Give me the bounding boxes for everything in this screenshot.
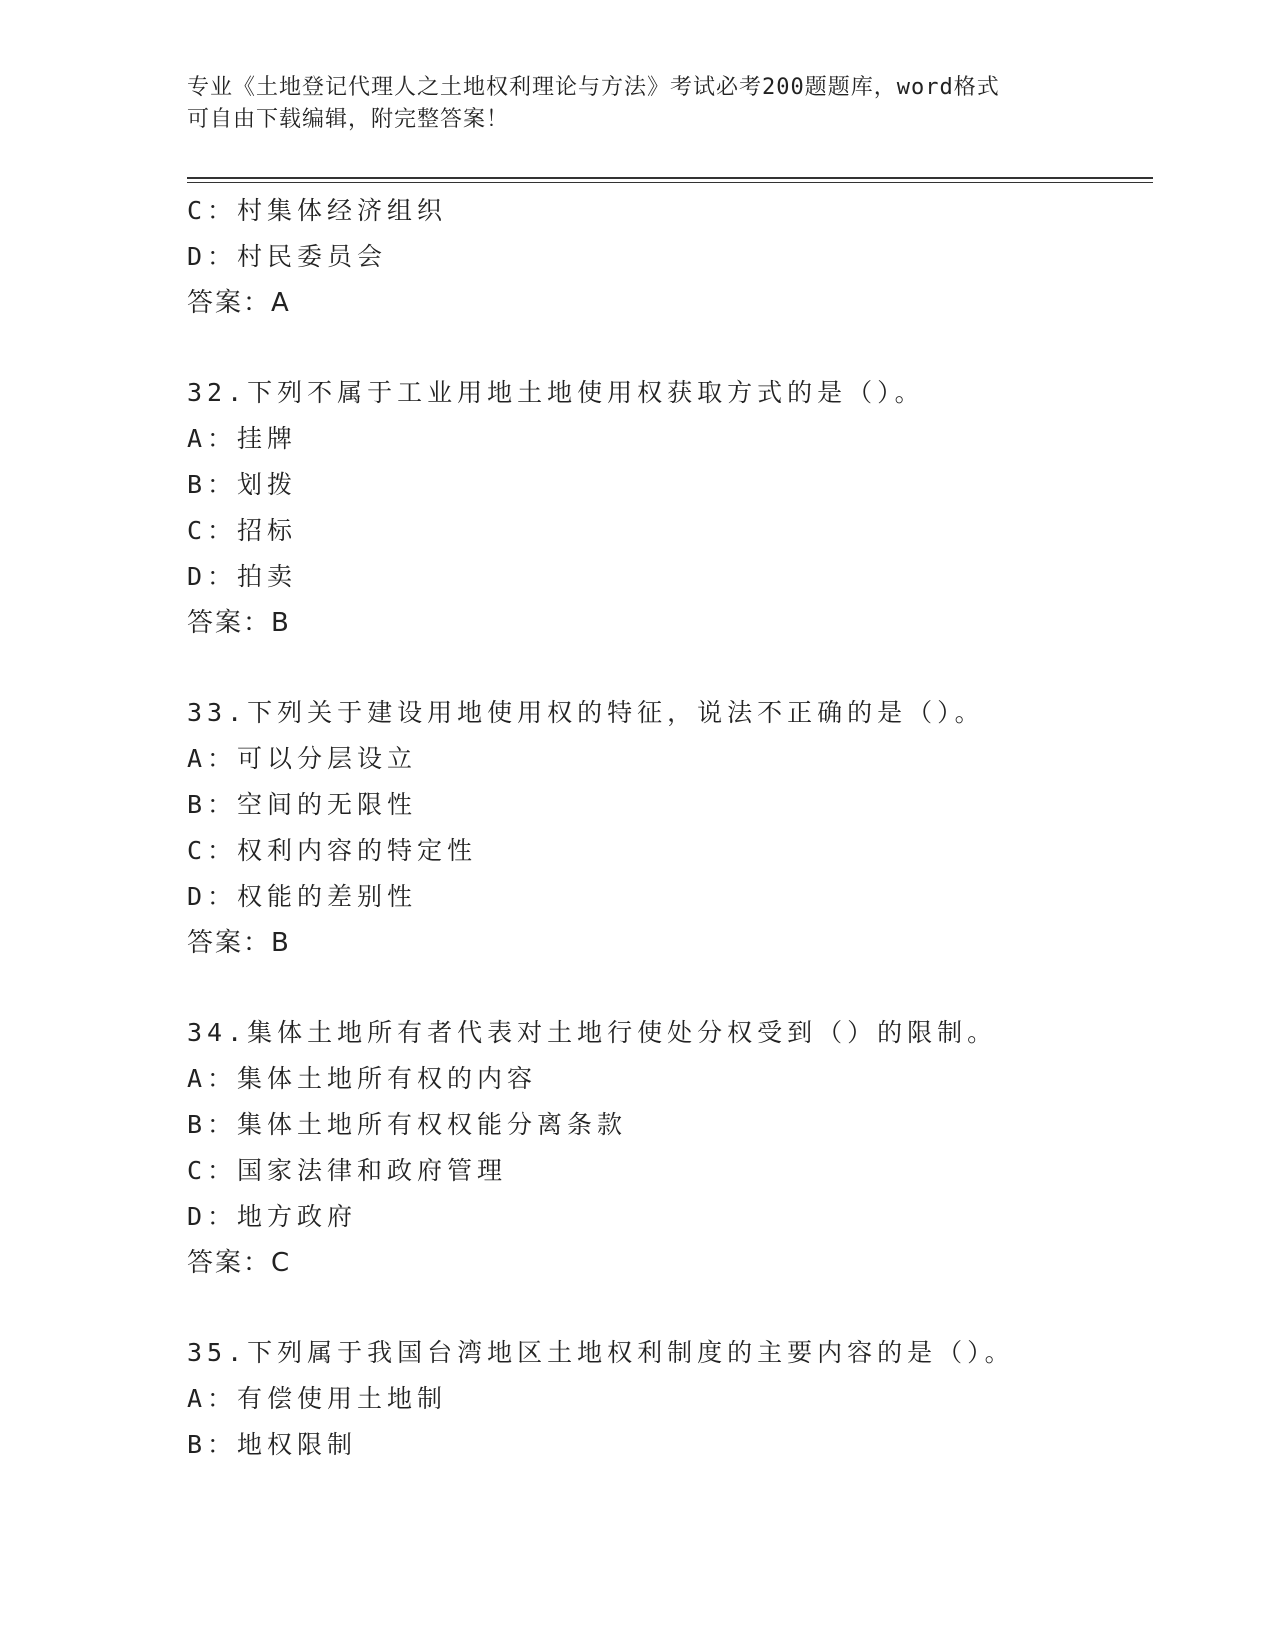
option-a: A：可以分层设立 (187, 744, 418, 773)
option-d: D：村民委员会 (187, 242, 388, 271)
question-stem: 33.下列关于建设用地使用权的特征，说法不正确的是（）。 (187, 698, 985, 727)
question-stem: 35.下列属于我国台湾地区土地权利制度的主要内容的是（）。 (187, 1338, 1015, 1367)
option-c: C：国家法律和政府管理 (187, 1156, 508, 1185)
header-line-1: 专业《土地登记代理人之土地权利理论与方法》考试必考200题题库，word格式 (187, 75, 1000, 100)
question-stem: 32.下列不属于工业用地土地使用权获取方式的是（）。 (187, 378, 925, 407)
answer-line: 答案：A (187, 288, 291, 318)
question-stem: 34.集体土地所有者代表对土地行使处分权受到（）的限制。 (187, 1018, 998, 1047)
option-b: B：地权限制 (187, 1430, 358, 1459)
option-a: A：集体土地所有权的内容 (187, 1064, 538, 1093)
option-b: B：空间的无限性 (187, 790, 418, 819)
option-c: C：招标 (187, 516, 298, 545)
answer-line: 答案：B (187, 608, 291, 638)
option-d: D：拍卖 (187, 562, 298, 591)
answer-line: 答案：C (187, 1248, 292, 1278)
document-header (187, 72, 1067, 136)
option-c: C：村集体经济组织 (187, 196, 448, 225)
option-a: A：有偿使用土地制 (187, 1384, 448, 1413)
option-d: D：权能的差别性 (187, 882, 418, 911)
header-divider (187, 177, 1153, 183)
option-b: B：集体土地所有权权能分离条款 (187, 1110, 628, 1139)
option-b: B：划拨 (187, 470, 298, 499)
option-a: A：挂牌 (187, 424, 298, 453)
header-line-2: 可自由下载编辑，附完整答案！ (187, 107, 510, 132)
question-list (187, 188, 1147, 1468)
option-d: D：地方政府 (187, 1202, 358, 1231)
option-c: C：权利内容的特定性 (187, 836, 478, 865)
answer-line: 答案：B (187, 928, 291, 958)
